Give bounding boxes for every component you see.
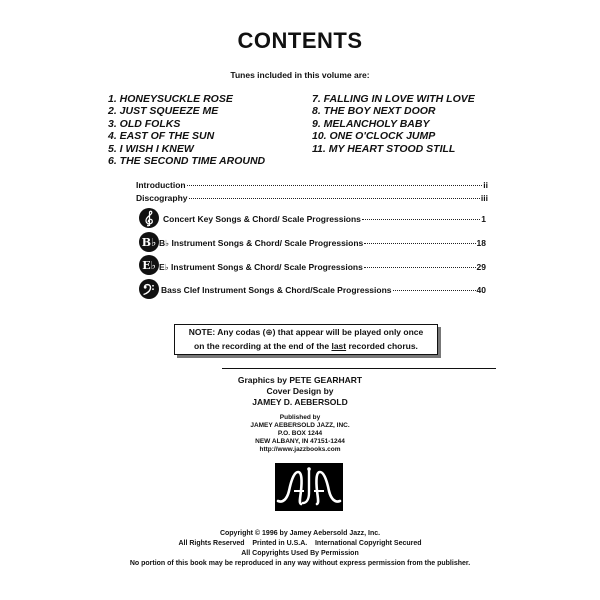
toc-label: Bass Clef Instrument Songs & Chord/Scale Progressions: [161, 285, 392, 295]
toc-entry-b-flat: [159, 238, 486, 249]
tune-list-right: [312, 93, 475, 155]
tune-item: 1. HONEYSUCKLE ROSE: [108, 93, 233, 105]
tune-item: 9. MELANCHOLY BABY: [312, 117, 430, 130]
note-line-2: on the recording at the end of the last recorded chorus.: [194, 341, 418, 351]
toc-leader-dots: [364, 267, 476, 268]
permission-line: All Copyrights Used By Permission: [241, 550, 359, 557]
credit-cover-name: JAMEY D. AEBERSOLD: [252, 397, 348, 407]
divider-line: [222, 368, 496, 369]
toc-page-number: iii: [480, 193, 488, 203]
credit-cover: Cover Design by: [266, 386, 334, 396]
tune-item: 8. THE BOY NEXT DOOR: [312, 105, 436, 118]
coda-icon: ⊕: [265, 328, 273, 338]
toc-label: E♭ Instrument Songs & Chord/ Scale Progressions: [159, 262, 363, 272]
b-flat-icon: B♭: [139, 232, 159, 252]
tune-item: 10. ONE O'CLOCK JUMP: [312, 130, 436, 143]
toc-page-number: 1: [481, 214, 486, 224]
tune-item: 4. EAST OF THE SUN: [108, 130, 215, 143]
toc-entry-concert-key: [163, 214, 486, 224]
publisher-name: JAMEY AEBERSOLD JAZZ, INC.: [250, 422, 350, 429]
coda-note-box: [174, 324, 438, 355]
published-by-label: Published by: [279, 414, 321, 421]
credit-graphics: Graphics by PETE GEARHART: [237, 375, 363, 385]
toc-entry-introduction: [136, 180, 488, 190]
toc-entry-discography: [136, 193, 488, 203]
reproduction-notice: No portion of this book may be reproduced in any way without express permission from the publisher.: [129, 560, 471, 567]
publisher-box: P.O. BOX 1244: [277, 430, 323, 437]
tune-item: 11. MY HEART STOOD STILL: [312, 142, 456, 155]
toc-label: Discography: [136, 193, 188, 203]
tune-item: 5. I WISH I KNEW: [108, 142, 194, 155]
tune-item: 3. OLD FOLKS: [108, 117, 181, 130]
note-line-1: NOTE: Any codas (⊕) that appear will be played only once: [188, 327, 424, 338]
page-subtitle: Tunes included in this volume are:: [230, 70, 370, 80]
rights-line: All Rights Reserved Printed in U.S.A. International Copyright Secured: [178, 540, 422, 547]
toc-leader-dots: [364, 243, 475, 244]
toc-label: B♭ Instrument Songs & Chord/ Scale Progressions: [159, 238, 364, 248]
tune-item: 7. FALLING IN LOVE WITH LOVE: [312, 93, 475, 105]
tune-list-left: [108, 93, 265, 167]
toc-label: Introduction: [136, 180, 186, 190]
toc-entry-e-flat: [159, 262, 486, 273]
aebersold-logo-icon: [275, 463, 343, 511]
toc-label: Concert Key Songs & Chord/ Scale Progressions: [163, 214, 361, 224]
toc-leader-dots: [362, 219, 480, 220]
page-title: CONTENTS: [237, 28, 363, 53]
toc-entry-bass-clef: [161, 285, 486, 295]
tune-item: 6. THE SECOND TIME AROUND: [108, 154, 266, 167]
publisher-url: http://www.jazzbooks.com: [259, 446, 341, 453]
toc-page-number: 18: [476, 238, 486, 248]
toc-page-number: ii: [483, 180, 488, 190]
toc-leader-dots: [393, 290, 476, 291]
e-flat-icon: E♭: [139, 255, 159, 275]
publisher-city: NEW ALBANY, IN 47151-1244: [255, 438, 345, 445]
toc-leader-dots: [187, 185, 483, 186]
toc-page-number: 40: [476, 285, 486, 295]
tune-item: 2. JUST SQUEEZE ME: [108, 105, 219, 118]
toc-page-number: 29: [476, 262, 486, 272]
copyright-line: Copyright © 1996 by Jamey Aebersold Jazz, Inc.: [219, 530, 381, 537]
treble-clef-icon: [139, 208, 159, 228]
bass-clef-icon: [139, 279, 159, 299]
toc-leader-dots: [189, 198, 480, 199]
